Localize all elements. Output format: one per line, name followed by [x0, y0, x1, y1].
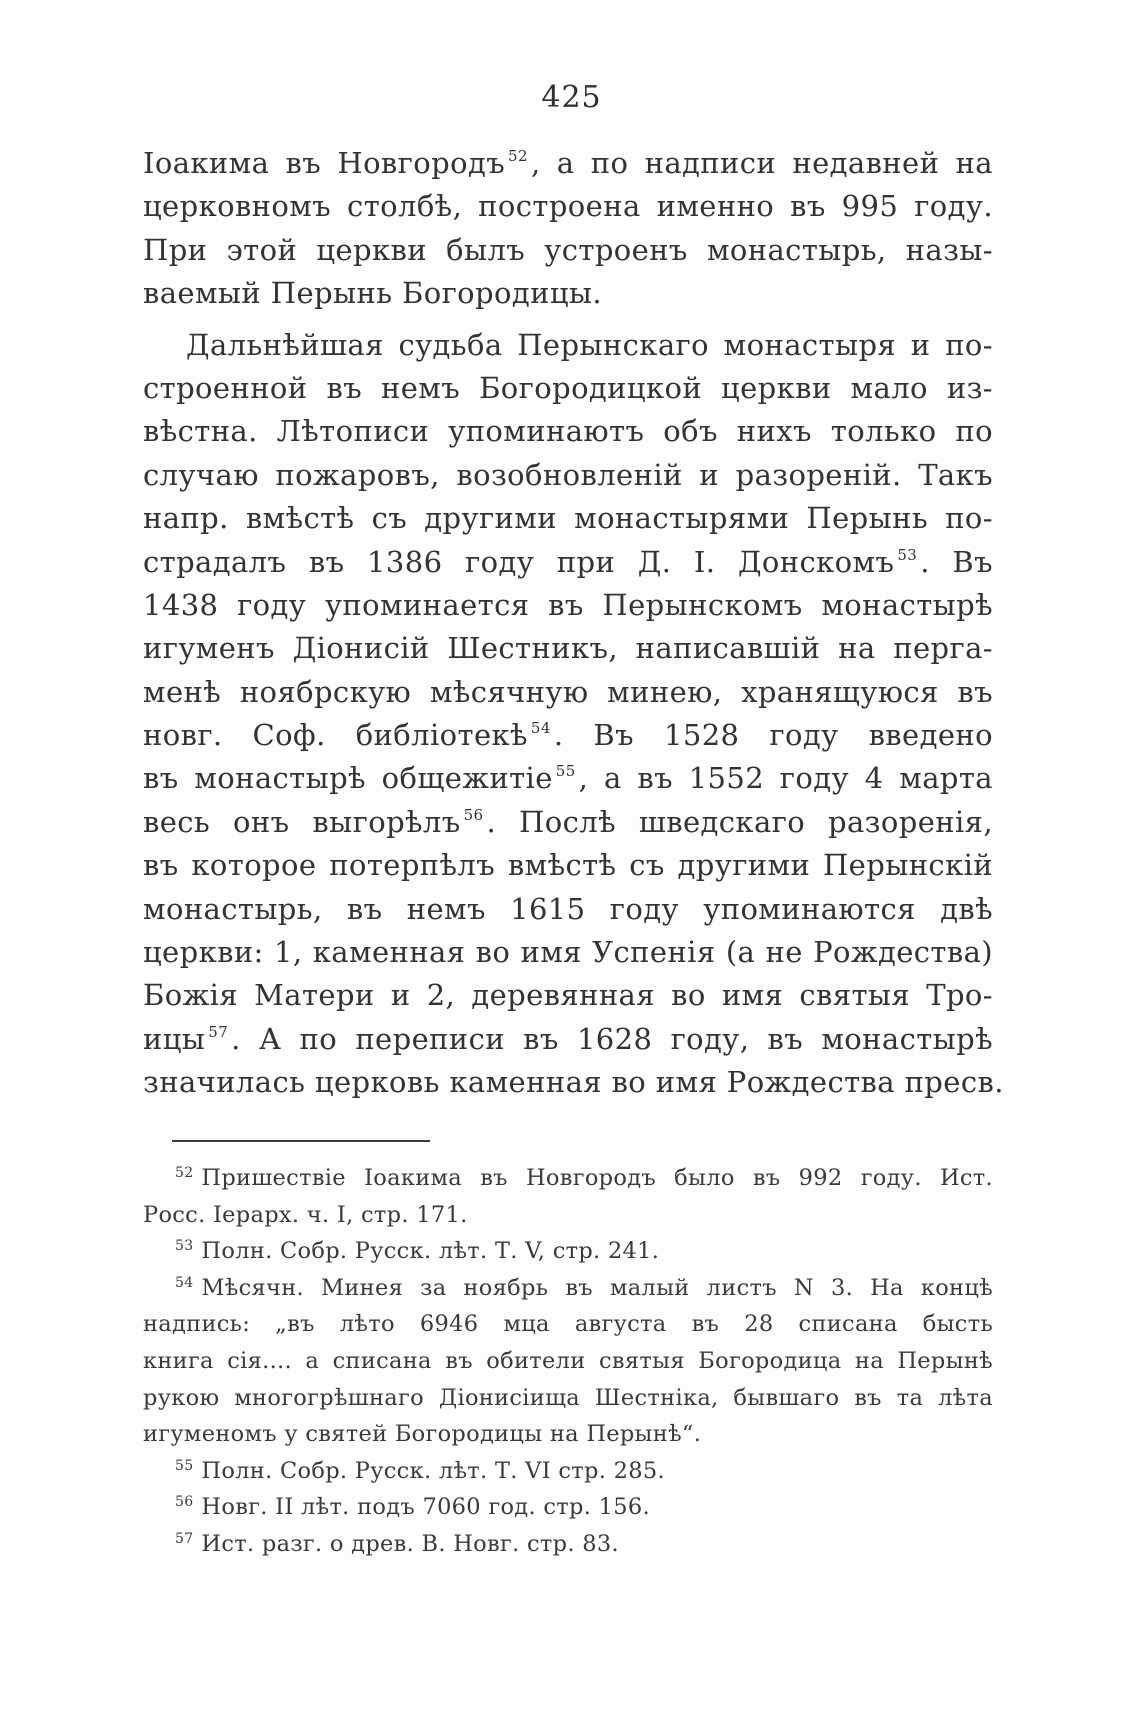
footnote-ref[interactable]: 56 [463, 805, 484, 824]
text-line: ваемый Перынь Богородицы. [143, 276, 602, 311]
footnote-line: надпись: „въ лѣто 6946 мца августа въ 28 списана бысть [143, 1311, 993, 1338]
text-line: Божія Матери и 2, деревянная во имя святыя Тро- [143, 978, 993, 1013]
footnote-52: $^{52}$ Пришествіе Іоакима въ Новгородъ было въ 992 году. Ист. [175, 1165, 993, 1191]
page-number: 425 [541, 80, 602, 115]
footnote-number: 52 [175, 1165, 194, 1181]
footnote-ref[interactable]: 52 [508, 147, 528, 165]
footnote-line: книга сія.... а списана въ обители святыя Богородица на Перынѣ [143, 1347, 993, 1374]
text-line: строенной въ немъ Богородицкой церкви мало из- [143, 370, 993, 405]
footnote-57: $^{57}$ Ист. разг. о древ. В. Новг. стр. 83. [175, 1530, 619, 1557]
footnote-53: $^{53}$ Полн. Собр. Русск. лѣт. Т. V, стр. 241. [175, 1238, 660, 1265]
text-line: весь онъ выгорѣлъ $^{56}$ . Послѣ шведскаго разоренія, [143, 804, 993, 839]
footnotes [143, 1160, 993, 1563]
text-line: напр. вмѣстѣ съ другими монастырями Перынь по- [143, 501, 993, 536]
footnote-54: $^{54}$ Мѣсячн. Минея за ноябрь въ малый листъ N 3. На концѣ [175, 1274, 993, 1301]
paragraph-gap [143, 316, 993, 324]
text-line: менѣ ноябрскую мѣсячную минею, хранящуюся въ [143, 674, 993, 709]
text-line: 1438 году упоминается въ Перынскомъ монастырѣ [143, 587, 993, 622]
text-line: вѣстна. Лѣтописи упоминаютъ объ нихъ только по [143, 414, 993, 449]
footnote-55: $^{55}$ Полн. Собр. Русск. лѣт. Т. VI стр. 285. [175, 1457, 665, 1484]
footnote-ref[interactable]: 57 [208, 1022, 229, 1041]
footnote-ref[interactable]: 53 [897, 545, 918, 564]
text-line: въ которое потерпѣлъ вмѣстѣ съ другими Перынскій [143, 848, 993, 883]
footnote-number: 54 [175, 1274, 194, 1291]
text-line: монастырь, въ немъ 1615 году упоминаются двѣ [143, 891, 993, 926]
text-line: игуменъ Діонисій Шестникъ, написавшій на перга- [143, 631, 993, 666]
text-line: ицы $^{57}$ . А по переписи въ 1628 году, въ монастырѣ [143, 1021, 993, 1056]
footnote-line: игуменомъ у святей Богородицы на Перынѣ“. [143, 1421, 702, 1448]
footnote-number: 55 [175, 1457, 194, 1474]
footnote-line: рукою многогрѣшнаго Діонисіища Шестніка, бывшаго въ та лѣта [143, 1384, 993, 1411]
footnote-ref[interactable]: 55 [555, 762, 576, 781]
footnote-number: 56 [175, 1494, 194, 1511]
footnote-number: 57 [175, 1530, 194, 1547]
text-line: новг. Соф. библіотекѣ $^{54}$ . Въ 1528 году введено [143, 718, 993, 753]
text-line: церковномъ столбѣ, построена именно въ 995 году. [143, 189, 993, 224]
text-line: При этой церкви былъ устроенъ монастырь, назы- [143, 232, 993, 267]
footnote-divider [172, 1140, 430, 1142]
text-line: Дальнѣйшая судьба Перынскаго монастыря и по- [186, 327, 993, 362]
footnote-line: Росс. Іерарх. ч. І, стр. 171. [143, 1201, 468, 1228]
text-line: страдалъ въ 1386 году при Д. І. Донскомъ $^{53}$ . Въ [143, 544, 993, 579]
text-line: церкви: 1, каменная во имя Успенія (а не Рождества) [143, 935, 993, 970]
footnote-ref[interactable]: 54 [530, 719, 551, 738]
text-line: случаю пожаровъ, возобновленій и разореній. Такъ [143, 457, 993, 492]
text-line: значилась церковь каменная во имя Рождества пресв. [143, 1065, 1004, 1100]
footnote-56: $^{56}$ Новг. II лѣт. подъ 7060 год. стр. 156. [175, 1494, 650, 1521]
footnote-number: 53 [175, 1238, 194, 1255]
text-line: Іоакима въ Новгородъ $^{52}$ , а по надписи недавней на [143, 146, 993, 180]
text-line: въ монастырѣ общежитіе $^{55}$ , а въ 1552 году 4 марта [143, 761, 993, 796]
main-text [143, 142, 1004, 1105]
